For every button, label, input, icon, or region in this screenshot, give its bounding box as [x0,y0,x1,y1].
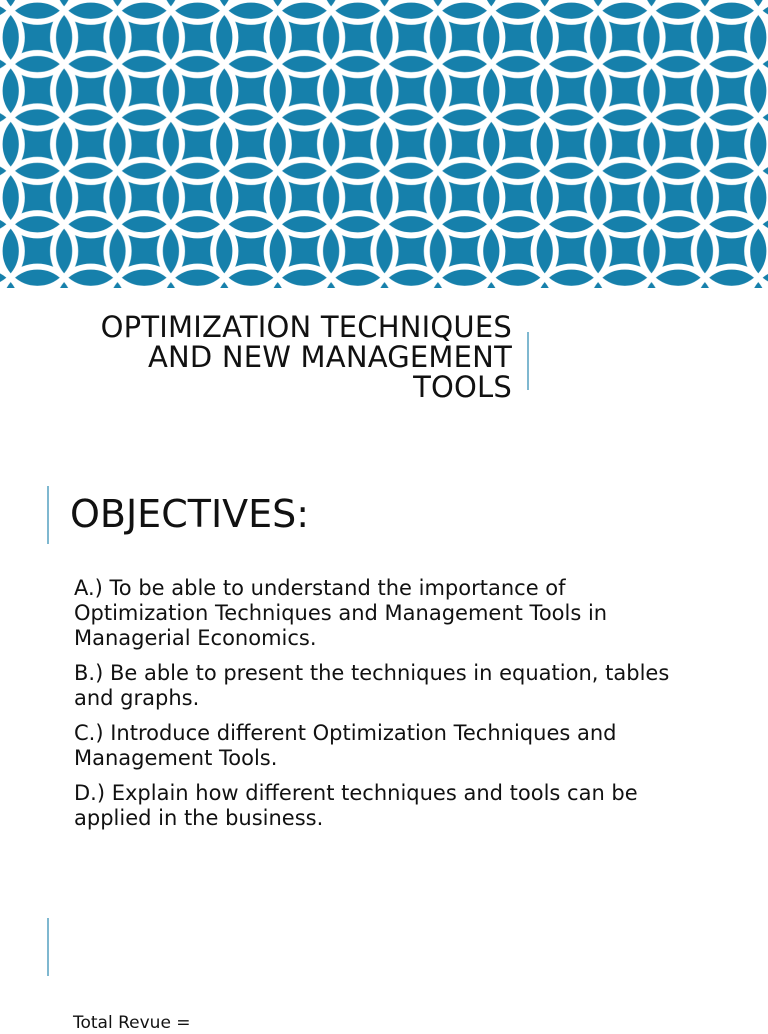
slide-title-line-2: AND NEW MANAGEMENT [147,340,512,374]
objectives-list [74,576,694,841]
title-accent-rule [527,332,529,390]
objectives-heading: OBJECTIVES: [70,492,310,536]
objectives-accent-rule [47,486,49,544]
objective-item-d: D.) Explain how different techniques and tools can be applied in the business. [74,781,638,830]
slide-title-line-1: OPTIMIZATION TECHNIQUES [100,310,512,344]
header-banner [0,0,768,288]
slide3-partial-text: Total Revue = [73,1013,191,1033]
objective-item-c: C.) Introduce different Optimization Techniques and Management Tools. [74,721,617,770]
slide-title-line-3: TOOLS [413,370,512,404]
objective-item-a: A.) To be able to understand the importance of Optimization Techniques and Management Tools in Managerial Economics. [74,576,608,650]
slide-title [40,312,512,402]
slide3-accent-rule [47,918,49,976]
interlocking-circles-pattern [0,0,768,288]
objective-item-b: B.) Be able to present the techniques in equation, tables and graphs. [74,661,670,710]
